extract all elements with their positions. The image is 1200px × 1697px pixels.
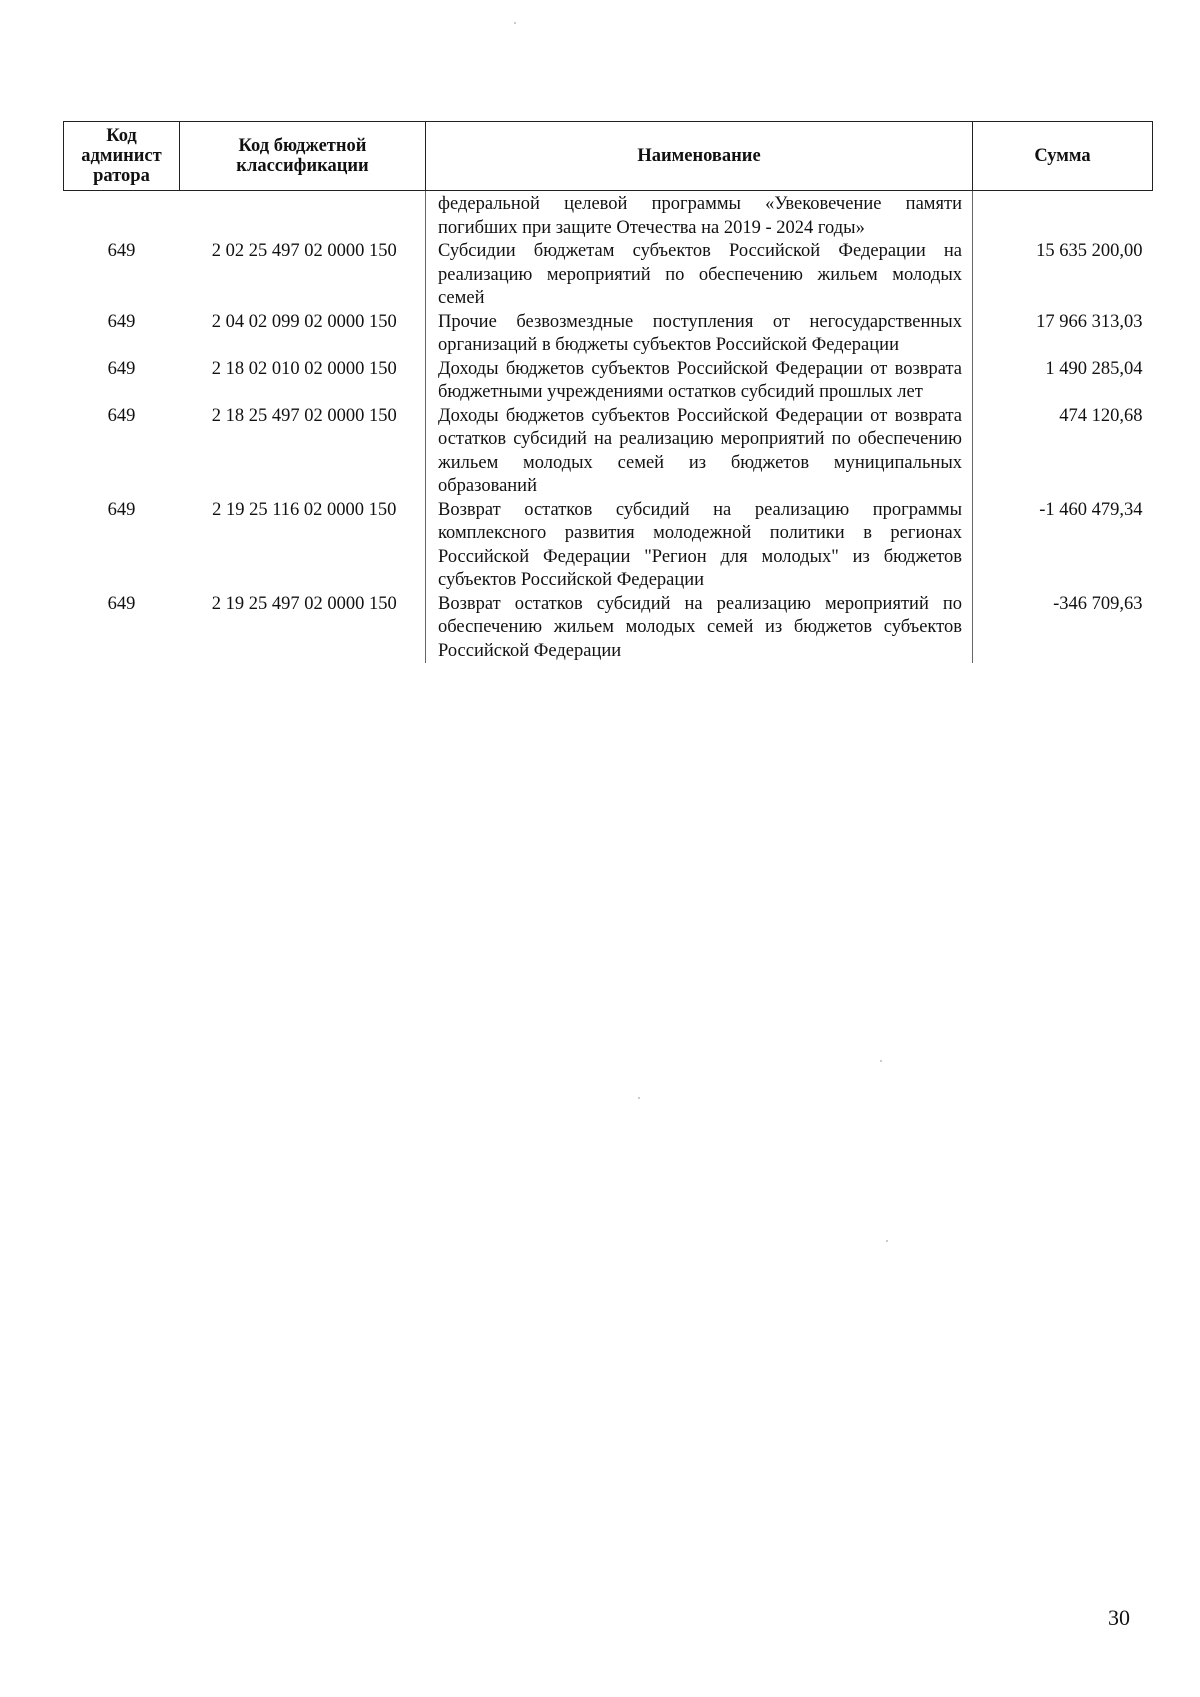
table-header (64, 122, 1153, 191)
name-cell: Субсидии бюджетам субъектов Российской Федерации на реализацию мероприятий по обеспечению жильем молодых семей (426, 240, 973, 311)
admin-code-cell: 649 (107, 311, 136, 332)
admin-code-cell: 649 (107, 405, 136, 426)
budget-table-container (63, 121, 1152, 663)
header-name: Наименование (426, 122, 973, 191)
scan-speck (638, 1097, 640, 1099)
table-row (64, 311, 1153, 358)
name-cell: Прочие безвозмездные поступления от негосударственных организаций в бюджеты субъектов Российской Федерации (426, 311, 973, 358)
table-row (64, 499, 1153, 593)
sum-cell: 474 120,68 (973, 405, 1153, 499)
admin-code-cell: 649 (107, 593, 136, 614)
scan-speck (514, 22, 516, 24)
page-number: 30 (1108, 1605, 1130, 1630)
table-row (64, 405, 1153, 499)
scan-speck (886, 1240, 888, 1242)
sum-cell: -346 709,63 (973, 593, 1153, 664)
header-row (64, 122, 1153, 191)
name-cell: Возврат остатков субсидий на реализацию мероприятий по обеспечению жильем молодых семей из бюджетов субъектов Российской Федерации (426, 593, 973, 664)
table-row (64, 240, 1153, 311)
header-kbk: Код бюджетной классификации (180, 122, 426, 191)
budget-revenue-table (63, 121, 1153, 663)
kbk-cell: 2 02 25 497 02 0000 150 (211, 241, 397, 261)
table-row (64, 358, 1153, 405)
kbk-cell: 2 19 25 116 02 0000 150 (212, 499, 397, 520)
name-cell: Доходы бюджетов субъектов Российской Федерации от возврата остатков субсидий на реализацию мероприятий по обеспечению жильем молодых семей из бюджетов муниципальных образований (426, 405, 973, 499)
name-cell: Возврат остатков субсидий на реализацию программы комплексного развития молодежной политики в регионах Российской Федерации "Регион для молодых" из бюджетов субъектов Российской Федерации (426, 499, 973, 593)
kbk-cell: 2 18 02 010 02 0000 150 (211, 358, 397, 379)
sum-cell: 1 490 285,04 (973, 358, 1153, 405)
sum-cell: 17 966 313,03 (973, 311, 1153, 358)
admin-code-cell: 649 (107, 241, 136, 261)
name-cell: Доходы бюджетов субъектов Российской Федерации от возврата бюджетными учреждениями остатков субсидий прошлых лет (426, 358, 973, 405)
table-body (64, 191, 1153, 664)
sum-cell: -1 460 479,34 (973, 499, 1153, 593)
table-row (64, 593, 1153, 664)
kbk-cell: 2 04 02 099 02 0000 150 (211, 311, 397, 332)
kbk-cell: 2 18 25 497 02 0000 150 (211, 405, 397, 426)
kbk-cell: 2 19 25 497 02 0000 150 (211, 593, 397, 614)
admin-code-cell: 649 (107, 499, 136, 520)
scan-speck (880, 1060, 882, 1062)
continuation-name-cell: федеральной целевой программы «Увековечение памяти погибших при защите Отечества на 2019 - 2024 годы» (426, 191, 973, 241)
continuation-row (64, 191, 1153, 241)
header-admin-code: Код админист ратора (64, 122, 180, 191)
header-sum: Сумма (973, 122, 1153, 191)
admin-code-cell: 649 (107, 358, 136, 379)
sum-cell: 15 635 200,00 (973, 240, 1153, 311)
